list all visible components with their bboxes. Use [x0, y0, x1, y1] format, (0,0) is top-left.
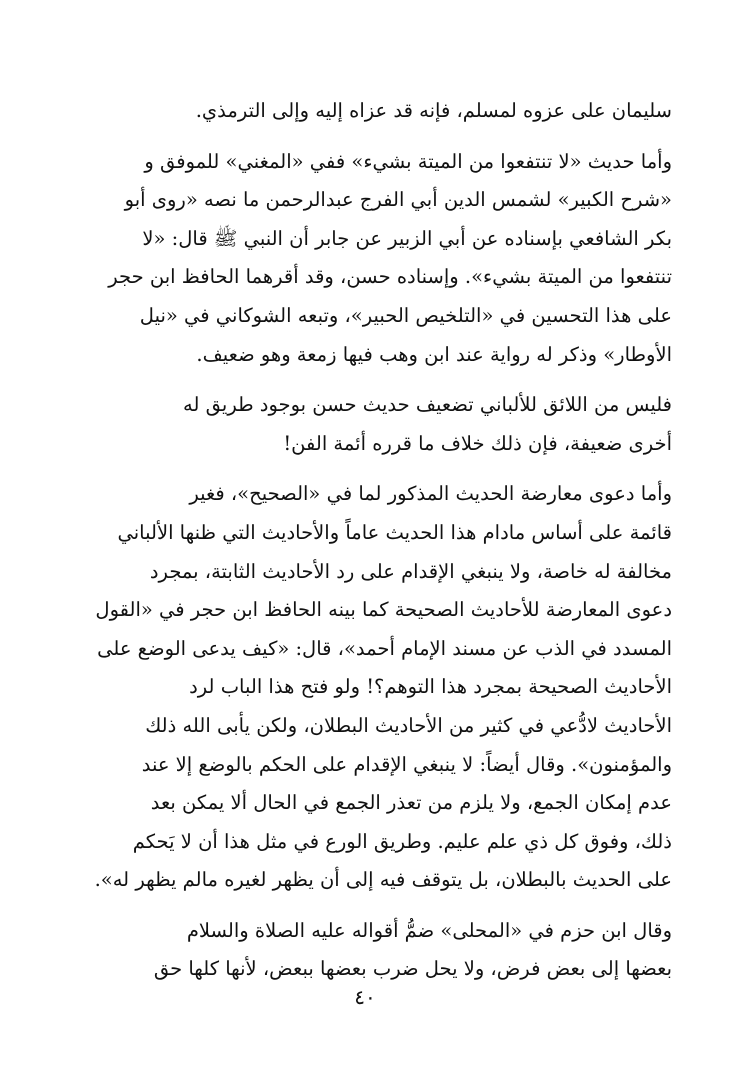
text-line: مخالفة له خاصة، ولا ينبغي الإقدام على رد الأحاديث الثابتة، بمجرد [149, 559, 672, 583]
text-line: ذلك، وفوق كل ذي علم عليم. وطريق الورع في مثل هذا أن لا يَحكم [132, 829, 672, 853]
paragraph-1 [58, 92, 672, 131]
paragraph-3 [58, 386, 672, 463]
text-line: فليس من اللائق للألباني تضعيف حديث حسن بوجود طريق له [183, 393, 672, 417]
document-page [58, 92, 672, 1001]
text-line: وأما دعوى معارضة الحديث المذكور لما في «الصحيح»، فغير [189, 482, 672, 506]
text-line: قائمة على أساس مادام هذا الحديث عاماً والأحاديث التي ظنها الألباني [117, 520, 672, 544]
text-line: الأحاديث الصحيحة بمجرد هذا التوهم؟! ولو فتح هذا الباب لرد [189, 675, 672, 699]
text-line: على الحديث بالبطلان، بل يتوقف فيه إلى أن يظهر لغيره مالم يظهر له». [94, 868, 672, 892]
page-number: ٤٠ [354, 985, 376, 1009]
text-line: المسدد في الذب عن مسند الإمام أحمد»، قال: «كيف يدعى الوضع على [97, 636, 672, 660]
text-line: بعضها إلى بعض فرض، ولا يحل ضرب بعضها ببعض، لأنها كلها حق [153, 957, 672, 981]
text-line: وأما حديث «لا تنتفعوا من الميتة بشيء» ففي «المغني» للموفق و [144, 149, 672, 173]
paragraph-2 [58, 143, 672, 375]
text-line: الأحاديث لادُّعي في كثير من الأحاديث البطلان، ولكن يأبى الله ذلك [145, 713, 672, 737]
text-line: وقال ابن حزم في «المحلى» ضمُّ أقواله عليه الصلاة والسلام [186, 918, 672, 942]
text-line: والمؤمنون». وقال أيضاً: لا ينبغي الإقدام على الحكم بالوضع إلا عند [141, 752, 672, 776]
paragraph-5 [58, 912, 672, 989]
text-line: عدم إمكان الجمع، ولا يلزم من تعذر الجمع في الحال ألا يمكن بعد [150, 791, 672, 815]
text-line: على هذا التحسين في «التلخيص الحبير»، وتبعه الشوكاني في «نيل [139, 303, 672, 327]
paragraph-4 [58, 475, 672, 900]
text-line: أخرى ضعيفة، فإن ذلك خلاف ما قرره أئمة الفن! [283, 431, 672, 455]
text-line: تنتفعوا من الميتة بشيء». وإسناده حسن، وقد أقرهما الحافظ ابن حجر [108, 265, 672, 289]
text-line: دعوى المعارضة للأحاديث الصحيحة كما بينه الحافظ ابن حجر في «القول [95, 598, 672, 622]
text-line: «شرح الكبير» لشمس الدين أبي الفرج عبدالرحمن ما نصه «روى أبو [124, 188, 672, 212]
text-line: سليمان على عزوه لمسلم، فإنه قد عزاه إليه وإلى الترمذي. [195, 99, 672, 122]
text-line: بكر الشافعي بإسناده عن أبي الزبير عن جابر أن النبي ﷺ قال: «لا [142, 226, 672, 250]
text-line: الأوطار» وذكر له رواية عند ابن وهب فيها زمعة وهو ضعيف. [196, 342, 672, 366]
